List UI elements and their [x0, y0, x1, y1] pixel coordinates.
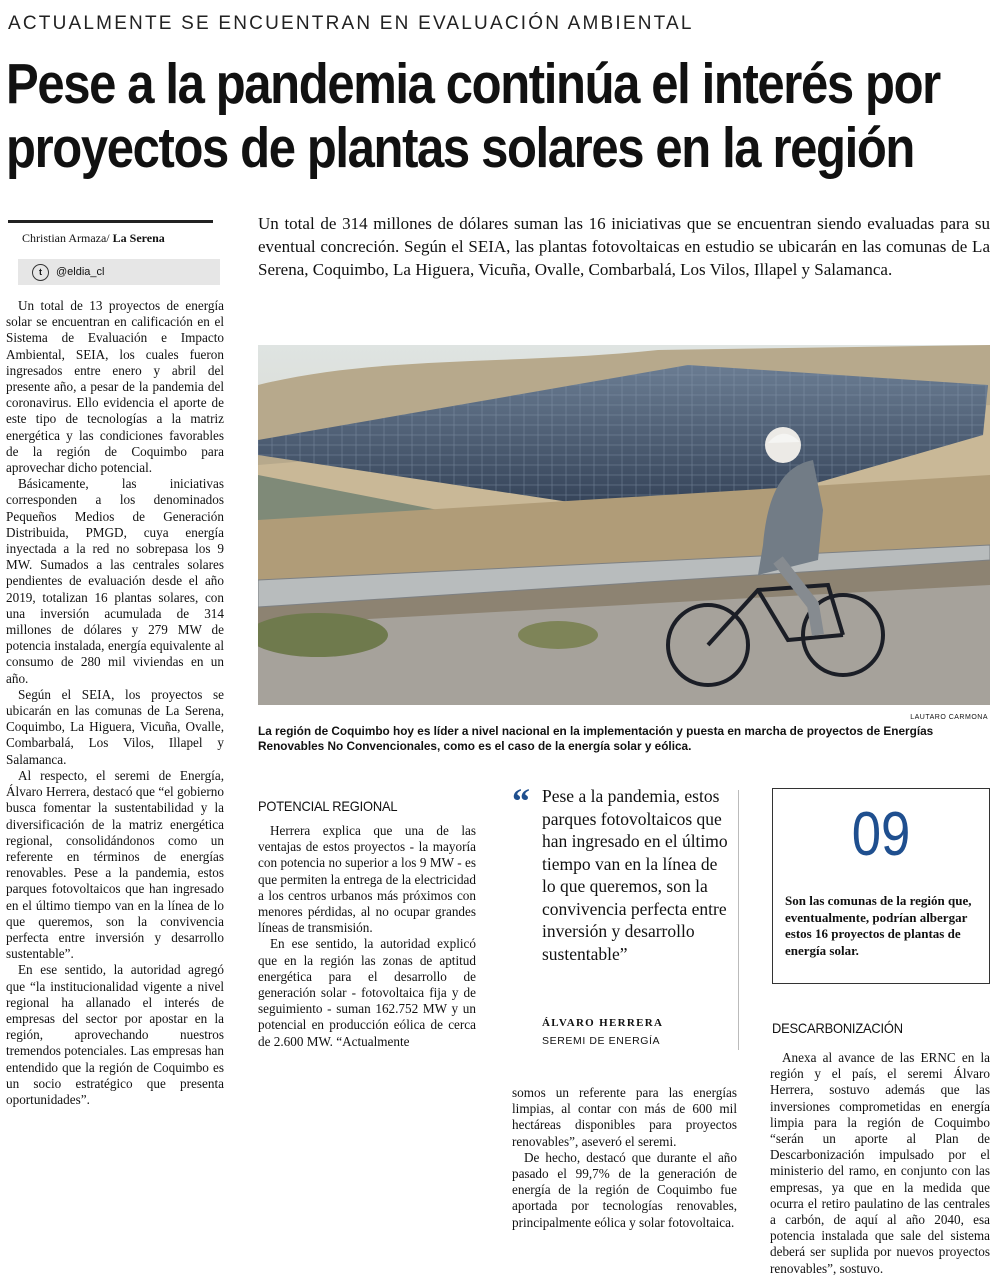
fact-text: Son las comunas de la región que, eventualmente, podrían albergar estos 16 proyectos de plantas de energía solar.	[785, 893, 972, 958]
quote-divider	[738, 790, 739, 1050]
quote-author: ÁLVARO HERRERA	[542, 1017, 664, 1029]
twitter-handle: @eldia_cl	[56, 266, 105, 278]
twitter-icon: t	[32, 264, 49, 281]
kicker: ACTUALMENTE SE ENCUENTRAN EN EVALUACIÓN AMBIENTAL	[8, 13, 694, 34]
fact-number: 09	[851, 800, 911, 869]
photo-caption: La región de Coquimbo hoy es líder a nivel nacional en la implementación y puesta en marcha de proyectos de Energías Renovables No Convencionales, como es el caso de la energía solar y eólica.	[258, 724, 934, 753]
section-title-descarbonizacion: DESCARBONIZACIÓN	[772, 1020, 903, 1036]
body-column-1	[6, 298, 224, 1108]
photo-credit: LAUTARO CARMONA	[910, 714, 988, 721]
paragraph: Básicamente, las iniciativas corresponden a los denominados Pequeños Medios de Generación Distribuida, PMGD, cuya energía inyectada a la red no sobrepasa los 9 MW. Sumados a las centrales solares pendientes de evaluación desde el año 2019, totalizan 16 plantas solares, con una inversión acumulada de 314 millones de dólares y 279 MW de potencia instalada, energía equivalente al consumo de 280 mil viviendas en un año.	[6, 476, 224, 686]
section-title-potencial: POTENCIAL REGIONAL	[258, 798, 398, 814]
body-column-3	[512, 1085, 737, 1231]
byline-author	[8, 223, 213, 245]
body-column-4	[770, 1050, 990, 1277]
body-column-2	[258, 823, 476, 1050]
paragraph: Anexa al avance de las ERNC en la región y el país, el seremi Álvaro Herrera, sostuvo además que las inversiones comprometidas en energía limpia para la región de Coquimbo “serán un aporte al Plan de Descarbonización impulsado por el ministerio del ramo, en conjunto con las empresas, ya que en la medida que ocurra el retiro paulatino de las centrales a carbón, de aquí al año 2040, esa potencia instalada que sale del sistema deberá ser suplida por nuevos proyectos renovables”, sostuvo.	[770, 1050, 990, 1276]
paragraph: Herrera explica que una de las ventajas de estos proyectos - la mayoría con potencia no superior a los 9 MW - es que permiten la entrega de la electricidad a los centros urbanos más próximos con menores pérdidas, al no ocupar grandes líneas de transmisión.	[258, 823, 476, 936]
paragraph: De hecho, destacó que durante el año pasado el 99,7% de la generación de energía de la región de Coquimbo fue aportada por tecnologías renovables, principalmente eólica y solar fotovoltaica.	[512, 1149, 737, 1230]
quote-role: SEREMI DE ENERGÍA	[542, 1035, 661, 1047]
author-name: Christian Armaza/	[22, 231, 110, 245]
solar-plant-photo	[258, 345, 990, 705]
quote-mark-icon: “	[512, 781, 530, 821]
headline	[6, 52, 940, 180]
paragraph: Un total de 13 proyectos de energía solar se encuentran en calificación en el Sistema de Evaluación e Impacto Ambiental, SEIA, los cuales fueron ingresados entre enero y abril del presente año, a pesar de la pandemia del coronavirus. Ello evidencia el aporte de este tipo de tecnologías a la matriz energética y las condiciones favorables de la región de Coquimbo para aprovechar dicho potencial.	[6, 298, 224, 476]
twitter-handle-bar[interactable]	[18, 259, 220, 285]
paragraph: Al respecto, el seremi de Energía, Álvaro Herrera, destacó que “el gobierno busca fomentar la sustentabilidad y la diversificación de la matriz energética regional, consolidándonos como un referente en términos de energías renovables. Pese a la pandemia, estos parques fotovoltaicos que han ingresado en el último tiempo van en la línea de lo que queremos, son la convivencia perfecta entre inversión y desarrollo sustentable”.	[6, 767, 224, 962]
paragraph: somos un referente para las energías limpias, al contar con más de 600 mil hectáreas disponibles para proyectos renovables”, aseveró el seremi.	[512, 1085, 737, 1149]
paragraph: Según el SEIA, los proyectos se ubicarán en las comunas de La Serena, Coquimbo, La Higuera, Vicuña, Ovalle, Combarbalá, Los Vilos, Illapel y Salamanca.	[6, 686, 224, 767]
lead-paragraph: Un total de 314 millones de dólares suman las 16 iniciativas que se encuentran siendo evaluadas para su eventual concreción. Según el SEIA, las plantas fotovoltaicas en estudio se ubicarán en las comunas de La Serena, Coquimbo, La Higuera, Vicuña, Ovalle, Combarbalá, Los Vilos, Illapel y Salamanca.	[258, 214, 990, 279]
paragraph: En ese sentido, la autoridad agregó que “la institucionalidad vigente a nivel regional ha allanado el interés de empresas del sector por apostar en la región, aprovechando nuestros tremendos potenciales. Las empresas han entendido que la región de Coquimbo es un socio estratégico que presenta oportunidades”.	[6, 962, 224, 1107]
fact-box	[772, 788, 990, 984]
photo-illustration	[258, 345, 990, 705]
pull-quote: Pese a la pandemia, estos parques fotovoltaicos que han ingresado en el último tiempo van en la línea de lo que queremos, son la convivencia perfecta entre inversión y desarrollo sustentable”	[542, 786, 728, 964]
author-location: La Serena	[112, 231, 165, 245]
headline-line-2: proyectos de plantas solares en la región	[6, 116, 914, 180]
byline	[8, 220, 213, 285]
paragraph: En ese sentido, la autoridad explicó que en la región las zonas de aptitud energética para el desarrollo de generación solar - fotovoltaica fija y de seguimiento - suman 162.752 MW y un potencial en producción eólica de cerca de 2.600 MW. “Actualmente	[258, 936, 476, 1049]
headline-line-1: Pese a la pandemia continúa el interés por	[6, 52, 940, 116]
